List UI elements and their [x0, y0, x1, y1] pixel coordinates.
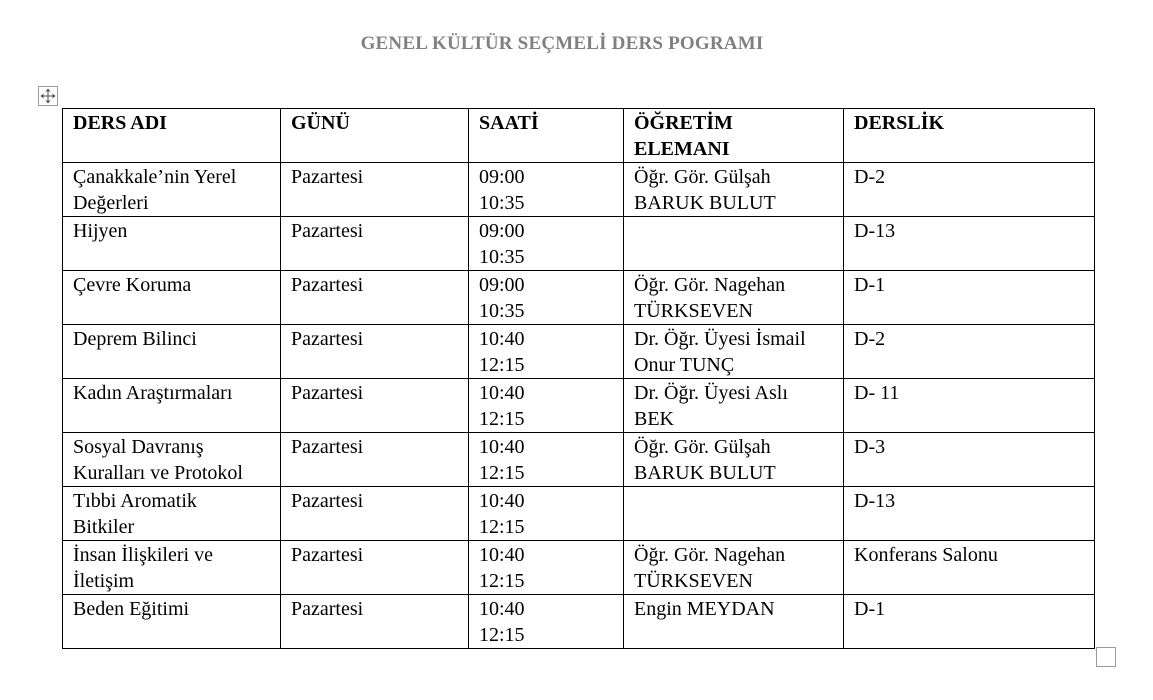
- course-name-cell: Çanakkale’nin Yerel Değerleri: [63, 163, 281, 217]
- day-cell: Pazartesi: [281, 595, 469, 649]
- time-cell: 10:40 12:15: [469, 325, 624, 379]
- course-name-cell: Beden Eğitimi: [63, 595, 281, 649]
- time-cell: 09:00 10:35: [469, 163, 624, 217]
- instructor-cell: [624, 217, 844, 271]
- course-schedule-table: [62, 108, 1095, 649]
- header-saati: SAATİ: [469, 109, 624, 163]
- instructor-cell: Öğr. Gör. Nagehan TÜRKSEVEN: [624, 541, 844, 595]
- instructor-cell: Dr. Öğr. Üyesi İsmail Onur TUNÇ: [624, 325, 844, 379]
- time-cell: 10:40 12:15: [469, 487, 624, 541]
- table-row: [63, 163, 1095, 217]
- time-cell: 10:40 12:15: [469, 595, 624, 649]
- classroom-cell: D-13: [844, 487, 1095, 541]
- day-cell: Pazartesi: [281, 541, 469, 595]
- table-row: [63, 595, 1095, 649]
- day-cell: Pazartesi: [281, 163, 469, 217]
- table-row: [63, 271, 1095, 325]
- table-row: [63, 217, 1095, 271]
- table-resize-handle-icon[interactable]: [1096, 647, 1116, 667]
- day-cell: Pazartesi: [281, 379, 469, 433]
- classroom-cell: D- 11: [844, 379, 1095, 433]
- day-cell: Pazartesi: [281, 217, 469, 271]
- classroom-cell: D-2: [844, 163, 1095, 217]
- time-cell: 10:40 12:15: [469, 379, 624, 433]
- time-cell: 10:40 12:15: [469, 541, 624, 595]
- table-row: [63, 325, 1095, 379]
- classroom-cell: D-13: [844, 217, 1095, 271]
- day-cell: Pazartesi: [281, 433, 469, 487]
- classroom-cell: D-3: [844, 433, 1095, 487]
- instructor-cell: Öğr. Gör. Nagehan TÜRKSEVEN: [624, 271, 844, 325]
- classroom-cell: Konferans Salonu: [844, 541, 1095, 595]
- table-row: [63, 487, 1095, 541]
- header-ogretim-elemani: ÖĞRETİM ELEMANI: [624, 109, 844, 163]
- classroom-cell: D-1: [844, 595, 1095, 649]
- header-derslik: DERSLİK: [844, 109, 1095, 163]
- day-cell: Pazartesi: [281, 271, 469, 325]
- course-name-cell: Hijyen: [63, 217, 281, 271]
- instructor-cell: Dr. Öğr. Üyesi Aslı BEK: [624, 379, 844, 433]
- table-row: [63, 541, 1095, 595]
- course-name-cell: İnsan İlişkileri ve İletişim: [63, 541, 281, 595]
- page-title: GENEL KÜLTÜR SEÇMELİ DERS POGRAMI: [360, 33, 764, 54]
- time-cell: 10:40 12:15: [469, 433, 624, 487]
- time-cell: 09:00 10:35: [469, 271, 624, 325]
- table-row: [63, 433, 1095, 487]
- time-cell: 09:00 10:35: [469, 217, 624, 271]
- course-name-cell: Sosyal Davranış Kuralları ve Protokol: [63, 433, 281, 487]
- instructor-cell: Öğr. Gör. Gülşah BARUK BULUT: [624, 433, 844, 487]
- header-ders-adi: DERS ADI: [63, 109, 281, 163]
- header-gunu: GÜNÜ: [281, 109, 469, 163]
- classroom-cell: D-1: [844, 271, 1095, 325]
- table-move-handle-icon[interactable]: [38, 86, 58, 106]
- classroom-cell: D-2: [844, 325, 1095, 379]
- instructor-cell: Öğr. Gör. Gülşah BARUK BULUT: [624, 163, 844, 217]
- course-name-cell: Çevre Koruma: [63, 271, 281, 325]
- table-row: [63, 379, 1095, 433]
- course-name-cell: Deprem Bilinci: [63, 325, 281, 379]
- table-header-row: [63, 109, 1095, 163]
- day-cell: Pazartesi: [281, 487, 469, 541]
- course-name-cell: Tıbbi Aromatik Bitkiler: [63, 487, 281, 541]
- course-name-cell: Kadın Araştırmaları: [63, 379, 281, 433]
- day-cell: Pazartesi: [281, 325, 469, 379]
- instructor-cell: [624, 487, 844, 541]
- instructor-cell: Engin MEYDAN: [624, 595, 844, 649]
